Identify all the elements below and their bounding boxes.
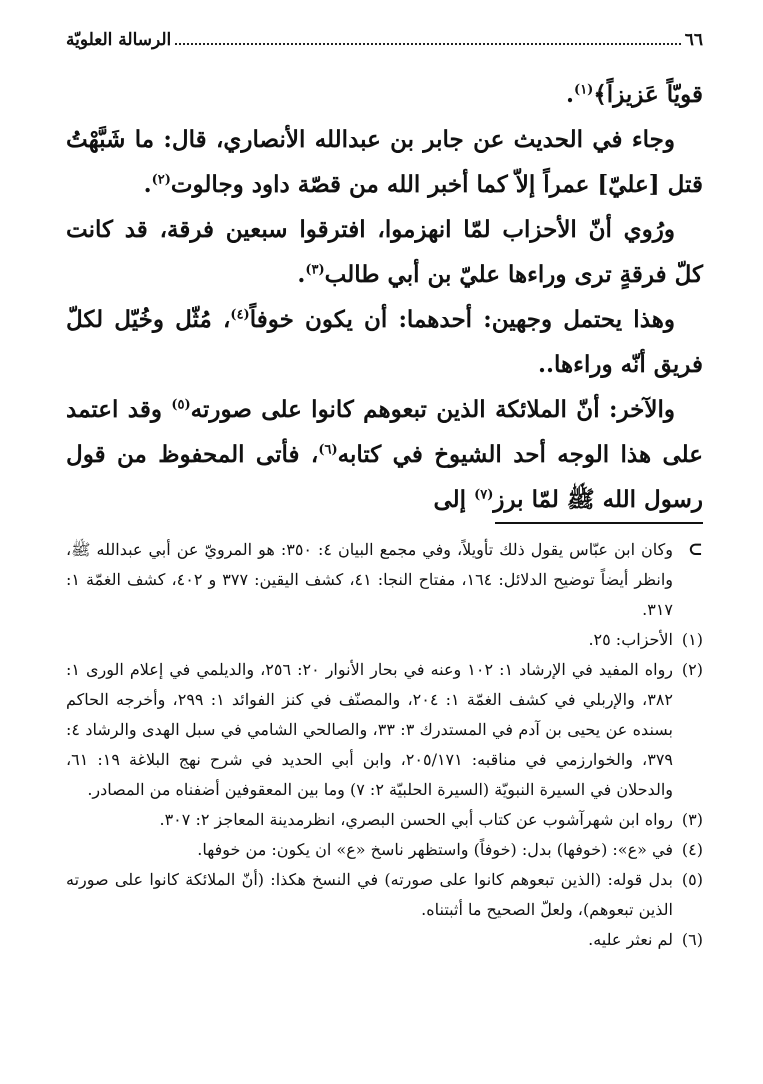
footnote-2: (٢) رواه المفيد في الإرشاد ١: ١٠٢ وعنه في بحار الأنوار ٢٠: ٢٥٦، والديلمي في إعلام الورى ١: ٣٨٢، والإربلي في كشف الغمّة ١: ٢٠٤، والمصنّف في كنز الفوائد ١: ٢٩٩، وأخرجه الحاكم بسنده عن يحيى بن آدم في المستدرك ٣: ٣٣، والصالحي الشامي في سبل الهدى والرشاد ٤: ٣٧٩، والخوارزمي في مناقبه: ٢٠٥/١٧١، وابن أبي الحديد في شرح نهج البلاغة ١٩: ٦١، والدحلان في السيرة النبويّة (السيرة الحلبيّة ٢: ٧) وما بين المعقوفين أضفناه من المصادر. xyxy=(66,655,703,805)
footnote-ref-1: (١) xyxy=(574,82,594,98)
paragraph-4: وهذا يحتمل وجهين: أحدهما: أن يكون خوفاً$^{(٤)}$، مُثّل وخُيّل لكلّ فريق أنّه وراءها.. xyxy=(66,306,703,378)
footnote-marker: (١) xyxy=(681,630,703,649)
footnote-marker: (٢) xyxy=(681,660,703,679)
running-header xyxy=(66,30,703,56)
footnotes xyxy=(66,535,703,955)
footnote-1: (١) الأحزاب: ٢٥. xyxy=(66,625,703,655)
footnote-ref-3: (٣) xyxy=(305,262,325,278)
main-text xyxy=(66,72,703,522)
running-title: الرسالة العلويّة xyxy=(66,30,172,50)
footnote-marker: (٥) xyxy=(681,870,703,889)
footnote-marker: (٤) xyxy=(681,840,703,859)
continuation-arrow-icon: ⊃ xyxy=(687,539,703,560)
footnote-separator xyxy=(495,522,703,524)
footnote-3: (٣) رواه ابن شهرآشوب عن كتاب أبي الحسن البصري، انظرمدينة المعاجز ٢: ٣٠٧. xyxy=(66,805,703,835)
footnote-ref-6: (٦) xyxy=(318,442,338,458)
paragraph-1: قويّاً عَزيزاً﴾$^{(١)}$. xyxy=(566,81,703,108)
footnote-6: (٦) لم نعثر عليه. xyxy=(66,925,703,955)
footnote-ref-2: (٢) xyxy=(151,172,171,188)
paragraph-5: والآخر: أنّ الملائكة الذين تبعوهم كانوا على صورته$^{(٥)}$ وقد اعتمد على هذا الوجه أحد الشيوخ في كتابه$^{(٦)}$، فأتى المحفوظ من قول رسول الله ﷺ لمّا برز$^{(٧)}$ إلى xyxy=(66,396,703,513)
footnote-continued: ⊃ وكان ابن عبّاس يقول ذلك تأويلاً، وفي مجمع البيان ٤: ٣٥٠: هو المرويّ عن أبي عبدالله ﷺ، وانظر أيضاً توضيح الدلائل: ١٦٤، مفتاح النجا: ٤١، كشف اليقين: ٣٧٧ و ٤٠٢، كشف الغمّة ١: ٣١٧. xyxy=(66,535,703,625)
footnote-ref-5: (٥) xyxy=(171,397,191,413)
footnote-marker: (٣) xyxy=(681,810,703,829)
header-dot-leader xyxy=(175,42,680,45)
footnote-ref-7: (٧) xyxy=(474,487,494,503)
footnote-4: (٤) في «ع»: (خوفها) بدل: (خوفاً) واستظهر ناسخ «ع» ان يكون: من خوفها. xyxy=(66,835,703,865)
footnote-5: (٥) بدل قوله: (الذين تبعوهم كانوا على صورته) في النسخ هكذا: (أنّ الملائكة كانوا على صورته الذين تبعوهم)، ولعلّ الصحيح ما أثبتناه. xyxy=(66,865,703,925)
footnote-ref-4: (٤) xyxy=(230,307,250,323)
footnote-marker: (٦) xyxy=(681,930,703,949)
page-number: ٦٦ xyxy=(684,30,703,50)
paragraph-2: وجاء في الحديث عن جابر بن عبدالله الأنصاري، قال: ما شَبَّهْتُ قتل [عليّ] عمراً إلاّ كما أخبر الله من قصّة داود وجالوت$^{(٢)}$. xyxy=(66,126,703,198)
paragraph-3: ورُوي أنّ الأحزاب لمّا انهزموا، افترقوا سبعين فرقة، قد كانت كلّ فرقةٍ ترى وراءها عليّ بن أبي طالب$^{(٣)}$. xyxy=(66,216,703,288)
